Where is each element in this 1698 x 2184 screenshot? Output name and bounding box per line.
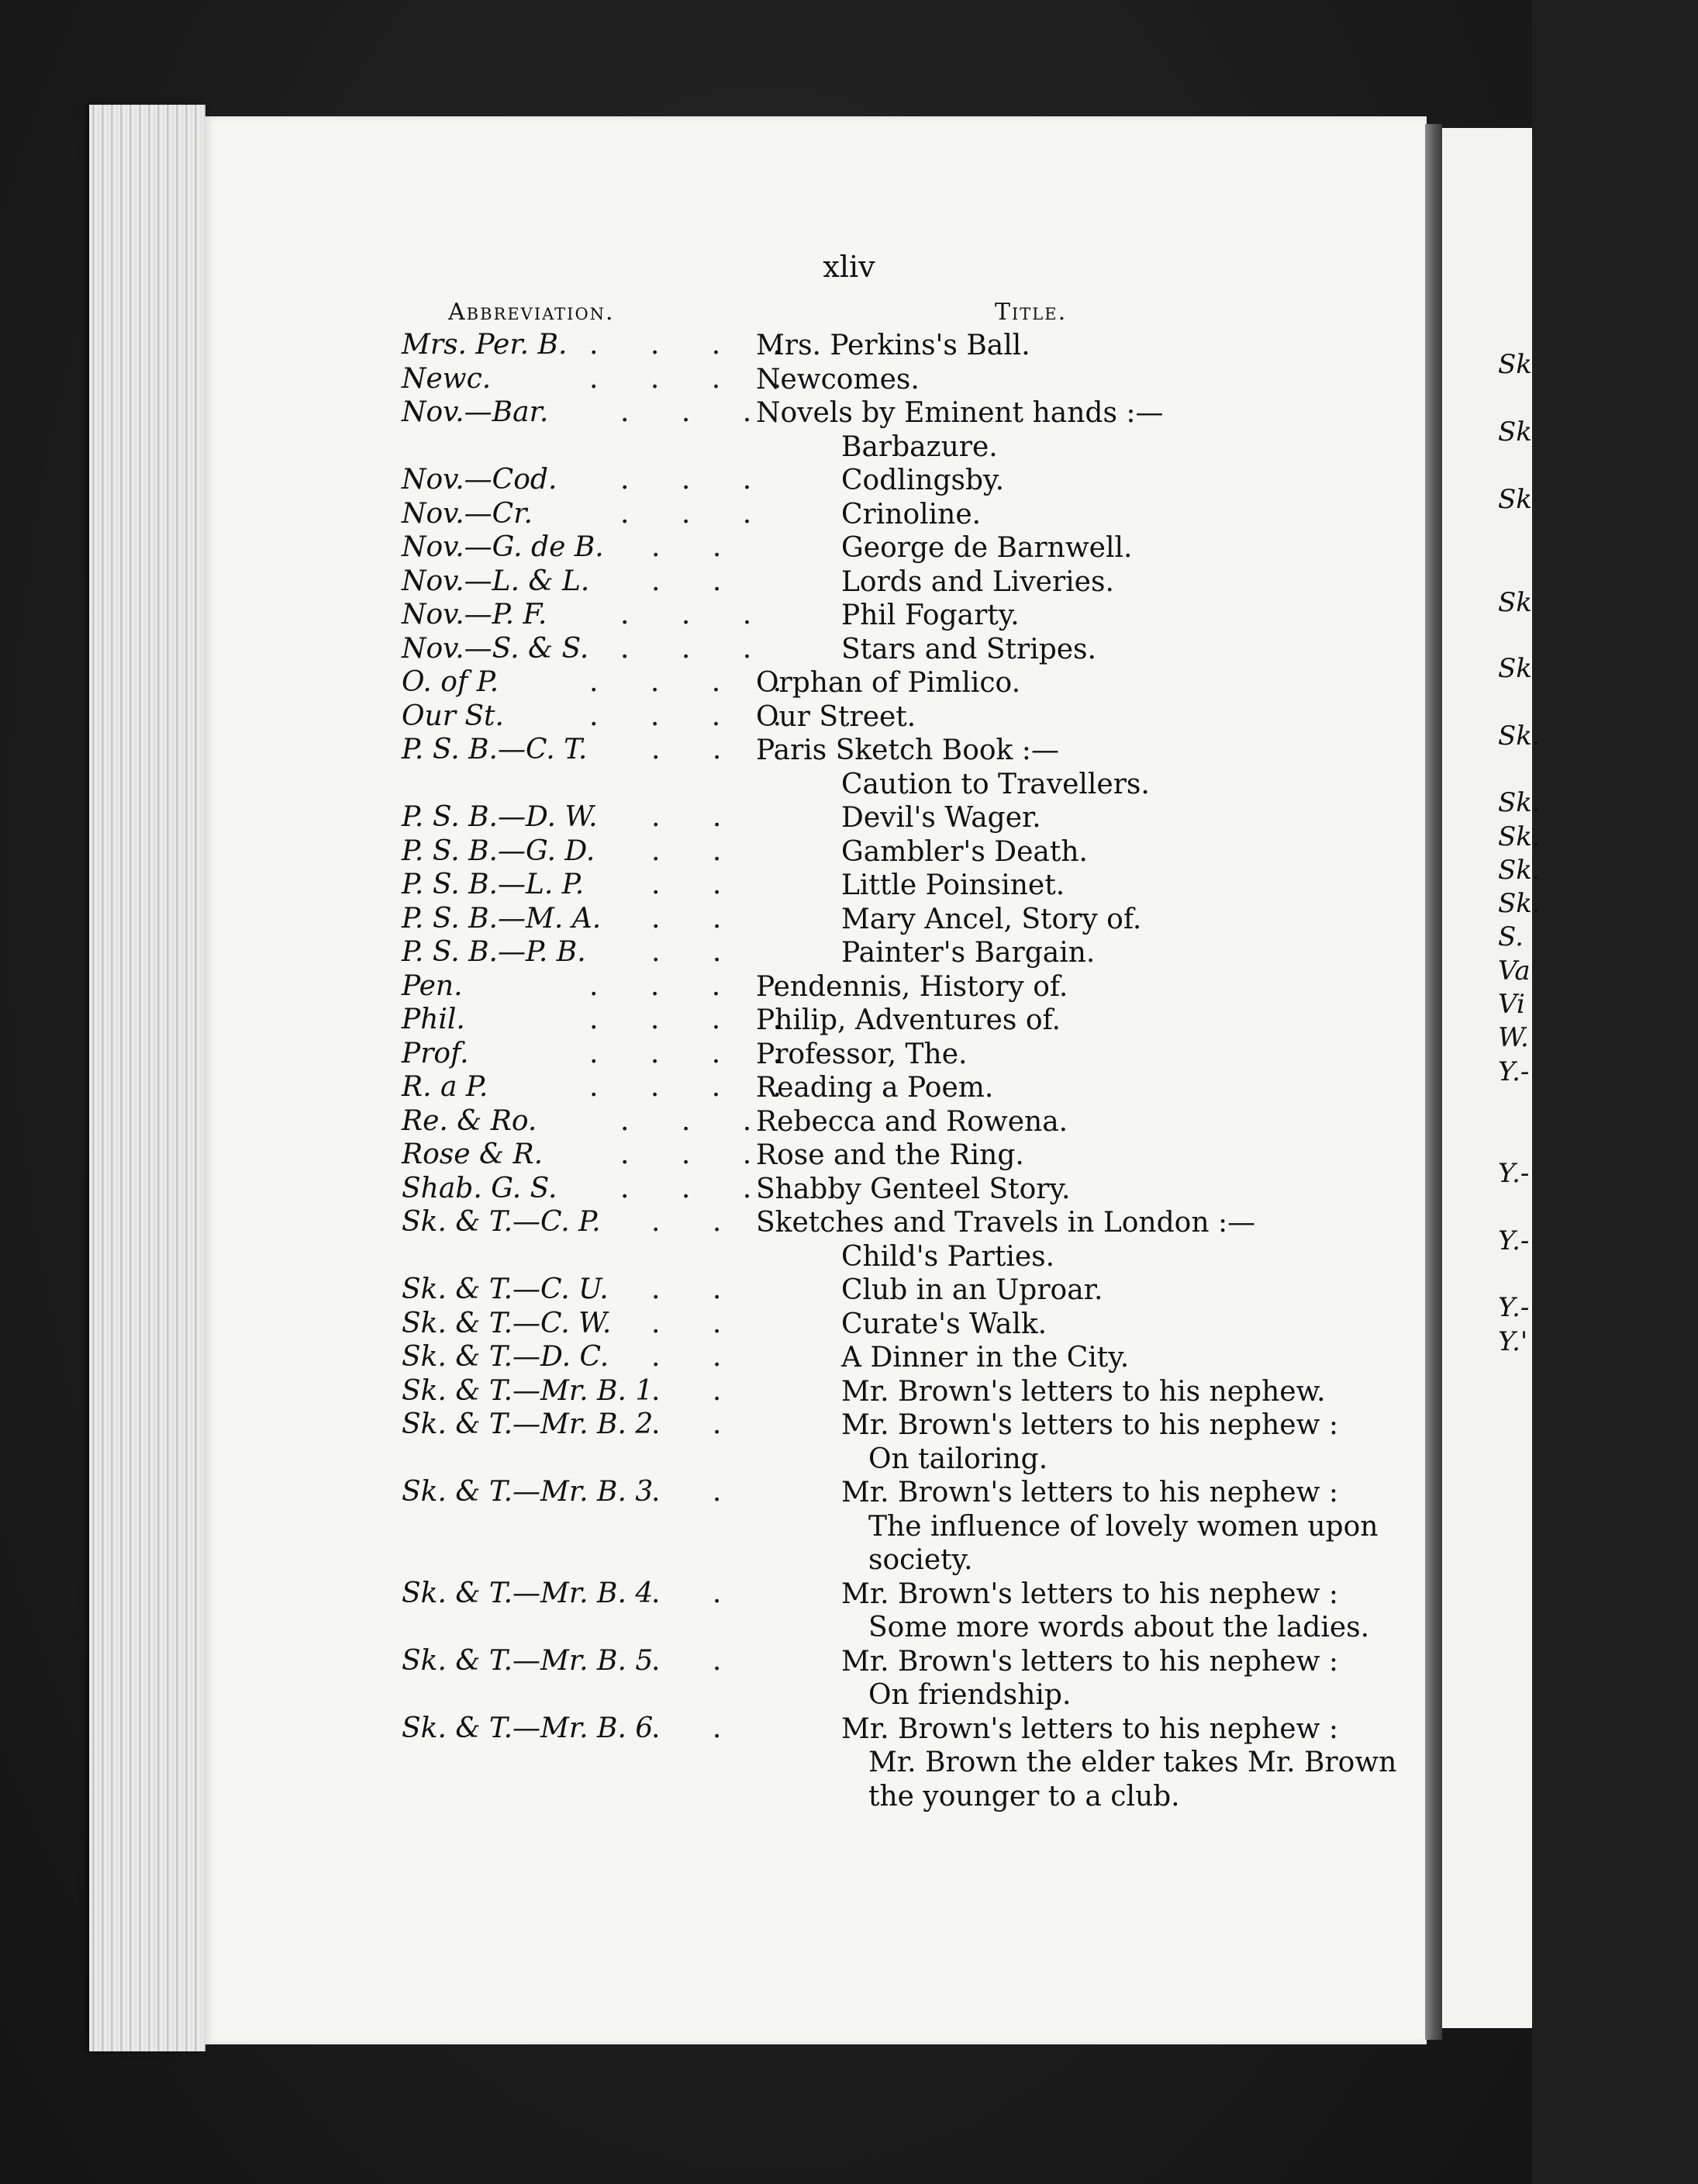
- facing-page-fragment: Y.-: [1498, 1056, 1530, 1087]
- dot-leader: . . .: [620, 497, 774, 530]
- entry-abbreviation: P. S. B.—G. D.: [402, 835, 595, 867]
- dot-leader: . .: [651, 1307, 744, 1339]
- dot-leader: . . . .: [589, 666, 804, 698]
- dot-leader: . .: [651, 734, 744, 765]
- entry-abbreviation: R. a P.: [402, 1071, 488, 1103]
- entry-title-line: Gambler's Death.: [841, 835, 1088, 868]
- dot-leader: . .: [651, 1341, 744, 1373]
- dot-leader: . . . .: [589, 1071, 804, 1103]
- entry-title-line: Professor, The.: [756, 1038, 968, 1070]
- abbreviation-entry: [0, 1577, 1532, 1643]
- entry-title-line: Club in an Uproar.: [841, 1274, 1103, 1306]
- dot-leader: . .: [651, 801, 744, 833]
- entry-abbreviation: Sk. & T.—C. P.: [402, 1206, 601, 1238]
- entry-abbreviation: Nov.—S. & S.: [402, 632, 589, 665]
- entry-title-line: Barbazure.: [841, 430, 998, 463]
- entry-abbreviation: Sk. & T.—Mr. B. 2: [402, 1408, 654, 1440]
- entry-title-line: Novels by Eminent hands :—: [756, 397, 1164, 429]
- entry-title-line: Child's Parties.: [841, 1240, 1055, 1273]
- facing-page-fragment: Y.': [1498, 1326, 1528, 1357]
- abbreviation-column-header: Abbreviation.: [448, 299, 615, 326]
- facing-page-fragment: Sk.: [1498, 787, 1541, 818]
- facing-page-fragment: Sk.: [1498, 721, 1541, 752]
- entry-title-line: Mrs. Perkins's Ball.: [756, 330, 1030, 361]
- dot-leader: . .: [651, 835, 744, 867]
- entry-abbreviation: P. S. B.—D. W.: [402, 801, 598, 833]
- entry-title-line: Philip, Adventures of.: [756, 1004, 1061, 1036]
- dot-leader: . . . .: [589, 362, 804, 395]
- dot-leader: . . .: [620, 632, 774, 665]
- entry-abbreviation: Nov.—Cod.: [402, 464, 557, 496]
- dot-leader: . . . .: [589, 329, 804, 361]
- entry-abbreviation: Our St.: [402, 700, 504, 732]
- entry-abbreviation: Sk. & T.—Mr. B. 4: [402, 1577, 654, 1609]
- entry-title-line: Mary Ancel, Story of.: [841, 903, 1142, 935]
- facing-page-fragment: Sk: [1498, 484, 1532, 515]
- facing-page-fragment: S.: [1498, 921, 1524, 952]
- abbreviation-entry: [0, 396, 1532, 463]
- entry-title-line: society.: [868, 1544, 973, 1576]
- entry-abbreviation: P. S. B.—P. B.: [402, 936, 586, 968]
- facing-page-fragment: Sk.: [1498, 855, 1541, 886]
- entry-abbreviation: Nov.—Bar.: [402, 396, 549, 428]
- entry-title-line: Mr. Brown's letters to his nephew :: [841, 1409, 1338, 1441]
- entry-title-line: Paris Sketch Book :—: [756, 734, 1059, 766]
- entry-title-line: Lords and Liveries.: [841, 565, 1114, 598]
- entry-abbreviation: Mrs. Per. B.: [402, 329, 568, 361]
- entry-title-line: Devil's Wager.: [841, 802, 1041, 834]
- page-number: xliv: [823, 250, 875, 284]
- facing-page-fragment: Sk: [1498, 416, 1532, 448]
- dot-leader: . . .: [620, 1172, 774, 1204]
- entry-title-line: Crinoline.: [841, 498, 982, 530]
- entry-abbreviation: Sk. & T.—Mr. B. 3: [402, 1476, 654, 1508]
- dot-leader: . .: [651, 902, 744, 935]
- facing-page-fragment: Y.-: [1498, 1292, 1530, 1323]
- dot-leader: . .: [651, 1712, 744, 1744]
- entry-title-line: Mr. Brown the elder takes Mr. Brown: [868, 1747, 1397, 1778]
- title-column-header: Title.: [995, 299, 1068, 326]
- entry-title-line: Stars and Stripes.: [841, 633, 1096, 665]
- entry-title-line: George de Barnwell.: [841, 532, 1133, 564]
- entry-abbreviation: Phil.: [402, 1004, 465, 1035]
- dot-leader: . . .: [620, 1139, 774, 1170]
- entry-title-line: Newcomes.: [756, 363, 920, 396]
- dot-leader: . .: [651, 936, 744, 968]
- abbreviation-entry: [0, 1476, 1532, 1576]
- entry-title-line: Shabby Genteel Story.: [756, 1173, 1071, 1205]
- entry-abbreviation: Shab. G. S.: [402, 1172, 557, 1204]
- entry-title-line: Some more words about the ladies.: [868, 1612, 1370, 1643]
- entry-title-line: Little Poinsinet.: [841, 869, 1065, 901]
- entry-abbreviation: P. S. B.—L. P.: [402, 869, 585, 900]
- dot-leader: . .: [651, 869, 744, 900]
- facing-page-fragment: W.: [1498, 1022, 1529, 1053]
- abbreviation-entry: [0, 1644, 1532, 1711]
- dot-leader: . . .: [620, 464, 774, 496]
- dot-leader: . .: [651, 1206, 744, 1238]
- entry-abbreviation: Rose & R.: [402, 1139, 544, 1170]
- entry-title-line: On tailoring.: [868, 1443, 1048, 1475]
- dot-leader: . . . .: [589, 700, 804, 732]
- entry-abbreviation: Prof.: [402, 1037, 469, 1070]
- dot-leader: . .: [651, 565, 744, 597]
- entry-abbreviation: Sk. & T.—C. U.: [402, 1273, 609, 1305]
- dot-leader: . .: [651, 1408, 744, 1440]
- abbreviation-entry: [0, 734, 1532, 800]
- facing-page-fragment: Sk: [1498, 653, 1532, 684]
- entry-abbreviation: O. of P.: [402, 666, 499, 698]
- entry-title-line: On friendship.: [868, 1679, 1072, 1711]
- entry-abbreviation: Sk. & T.—C. W.: [402, 1307, 612, 1339]
- entry-abbreviation: Nov.—P. F.: [402, 599, 547, 631]
- facing-page-fragment: Va: [1498, 955, 1531, 987]
- abbreviation-entry: [0, 1408, 1532, 1475]
- entry-abbreviation: Nov.—L. & L.: [402, 565, 590, 597]
- entry-title-line: The influence of lovely women upon: [868, 1510, 1379, 1543]
- entry-abbreviation: Nov.—Cr.: [402, 497, 533, 530]
- facing-page-fragment: Vi: [1498, 989, 1525, 1020]
- facing-page-fragment: Sk: [1498, 587, 1532, 618]
- abbreviation-entry: [0, 1712, 1532, 1813]
- entry-abbreviation: Sk. & T.—Mr. B. 1: [402, 1374, 654, 1407]
- entry-title-line: Our Street.: [756, 700, 916, 733]
- dot-leader: . .: [651, 1374, 744, 1407]
- entry-abbreviation: P. S. B.—C. T.: [402, 734, 588, 765]
- dot-leader: . .: [651, 1577, 744, 1609]
- entry-title-line: Pendennis, History of.: [756, 970, 1068, 1003]
- entry-abbreviation: Sk. & T.—Mr. B. 6: [402, 1712, 654, 1744]
- entry-abbreviation: Re. & Ro.: [402, 1104, 537, 1137]
- dot-leader: . . .: [620, 599, 774, 631]
- entry-title-line: Rose and the Ring.: [756, 1139, 1024, 1171]
- facing-page-fragment: Sk.: [1498, 821, 1541, 852]
- entry-title-line: Curate's Walk.: [841, 1308, 1047, 1340]
- entry-title-line: the younger to a club.: [868, 1780, 1180, 1813]
- entry-abbreviation: Newc.: [402, 362, 492, 395]
- dot-leader: . . . .: [589, 969, 804, 1002]
- entry-title-line: Reading a Poem.: [756, 1072, 994, 1104]
- entry-title-line: Mr. Brown's letters to his nephew :: [841, 1645, 1338, 1678]
- dot-leader: . .: [651, 531, 744, 563]
- dot-leader: . .: [651, 1273, 744, 1305]
- entry-title-line: Rebecca and Rowena.: [756, 1105, 1068, 1138]
- facing-page-fragment: Sk.: [1498, 888, 1541, 919]
- dot-leader: . . . .: [589, 1037, 804, 1070]
- entry-title-line: Painter's Bargain.: [841, 937, 1096, 969]
- facing-page-fragment: Sk: [1498, 349, 1532, 380]
- entry-title-line: Mr. Brown's letters to his nephew :: [841, 1578, 1338, 1610]
- entry-abbreviation: Nov.—G. de B.: [402, 531, 604, 563]
- dot-leader: . .: [651, 1644, 744, 1677]
- entry-title-line: Codlingsby.: [841, 465, 1005, 496]
- facing-page-fragment: Y.-: [1498, 1225, 1530, 1256]
- facing-page-fragment: Y.-: [1498, 1158, 1530, 1189]
- entry-title-line: A Dinner in the City.: [841, 1342, 1130, 1374]
- entry-title-line: Phil Fogarty.: [841, 600, 1020, 631]
- dot-leader: . .: [651, 1476, 744, 1508]
- entry-title-line: Orphan of Pimlico.: [756, 667, 1021, 699]
- entry-title-line: Caution to Travellers.: [841, 768, 1150, 800]
- entry-abbreviation: P. S. B.—M. A.: [402, 902, 602, 935]
- entry-abbreviation: Sk. & T.—Mr. B. 5: [402, 1644, 654, 1677]
- entry-title-line: Mr. Brown's letters to his nephew :: [841, 1477, 1338, 1508]
- entry-title-line: Sketches and Travels in London :—: [756, 1207, 1256, 1239]
- dot-leader: . . . .: [589, 1004, 804, 1035]
- entry-abbreviation: Sk. & T.—D. C.: [402, 1341, 609, 1373]
- entry-title-line: Mr. Brown's letters to his nephew :: [841, 1712, 1338, 1745]
- entry-abbreviation: Pen.: [402, 969, 463, 1002]
- entry-title-line: Mr. Brown's letters to his nephew.: [841, 1375, 1326, 1408]
- dot-leader: . . .: [620, 396, 774, 428]
- dot-leader: . . .: [620, 1104, 774, 1137]
- abbreviation-entry: [0, 1206, 1532, 1273]
